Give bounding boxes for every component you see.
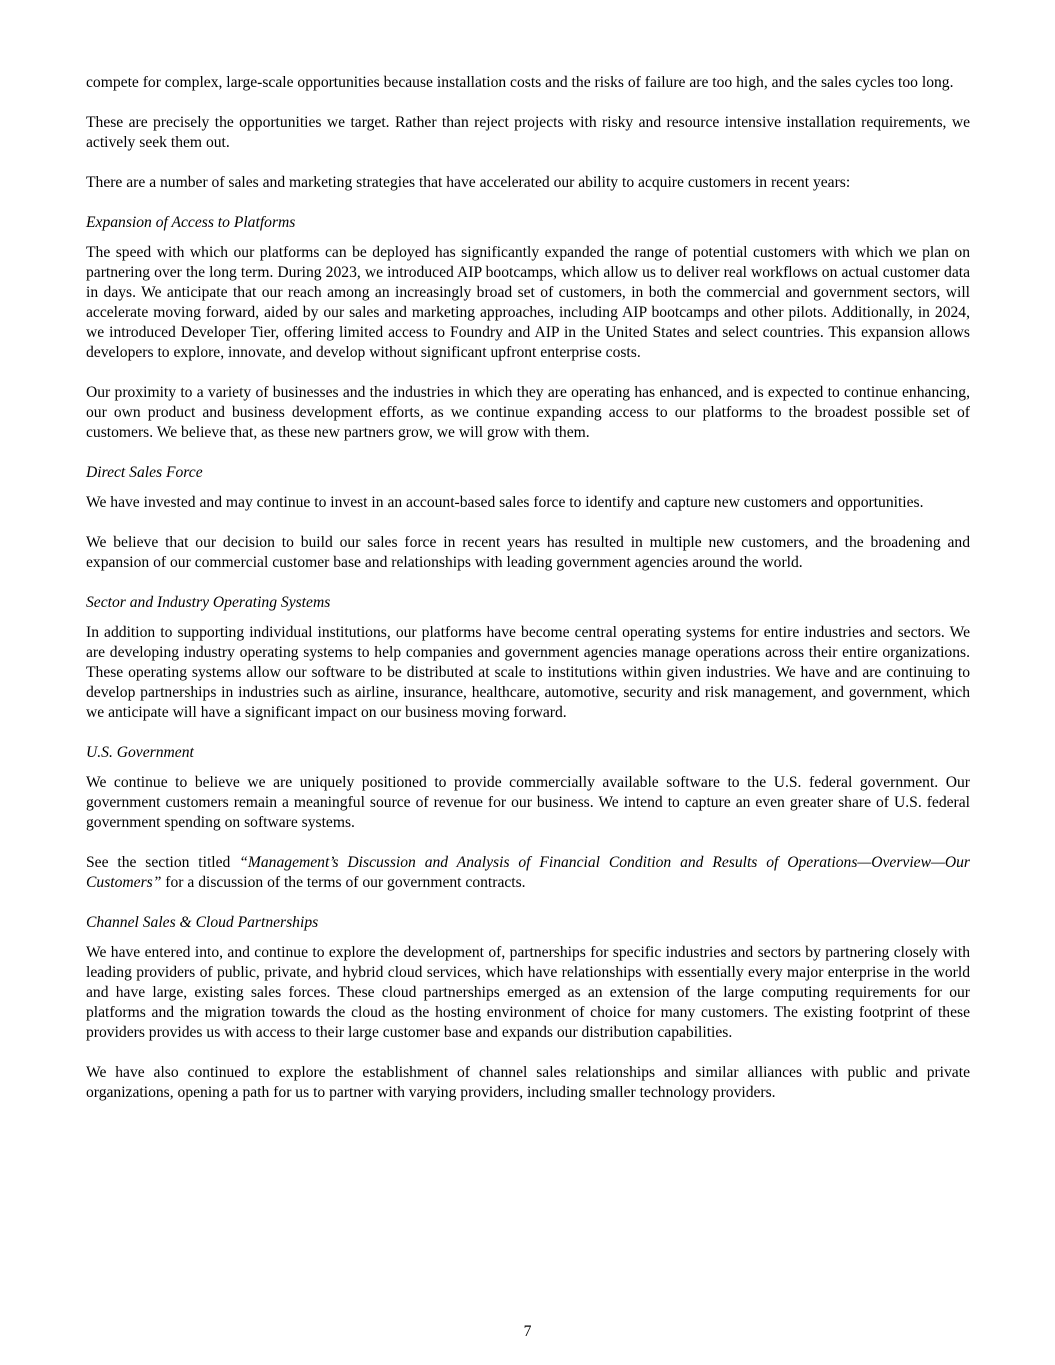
paragraph-cross-reference xyxy=(86,853,970,893)
paragraph: We have entered into, and continue to explore the development of, partnerships for specific industries and sectors by partnering closely with leading providers of public, private, and hybrid cloud services, which have relationships with essentially every major enterprise in the world and have large, existing sales forces. These cloud partnerships emerged as an extension of the large computing requirements for our platforms and the migration towards the cloud as the hosting environment of choice for many customers. The existing footprint of these providers provides us with access to their large customer base and expands our distribution capabilities. xyxy=(86,944,970,1041)
paragraph: We have also continued to explore the establishment of channel sales relationships and similar alliances with public and private organizations, opening a path for us to partner with varying providers, including smaller technology providers. xyxy=(86,1064,970,1101)
section-heading-us-government: U.S. Government xyxy=(86,744,194,761)
paragraph: These are precisely the opportunities we target. Rather than reject projects with risky and resource intensive installation requirements, we actively seek them out. xyxy=(86,114,970,151)
paragraph: There are a number of sales and marketing strategies that have accelerated our ability to acquire customers in recent years: xyxy=(86,174,851,191)
section-heading-channel: Channel Sales & Cloud Partnerships xyxy=(86,914,319,931)
cross-reference-prefix: See the section titled xyxy=(86,854,240,871)
section-heading-sector: Sector and Industry Operating Systems xyxy=(86,594,331,611)
paragraph: compete for complex, large-scale opportunities because installation costs and the risks of failure are too high, and the sales cycles too long. xyxy=(86,74,954,91)
paragraph: Our proximity to a variety of businesses and the industries in which they are operating has enhanced, and is expected to continue enhancing, our own product and business development efforts, as we continue expanding access to our platforms to the broadest possible set of customers. We believe that, as these new partners grow, we will grow with them. xyxy=(86,384,970,441)
paragraph: We continue to believe we are uniquely positioned to provide commercially available software to the U.S. federal government. Our government customers remain a meaningful source of revenue for our business. We intend to capture an even greater share of U.S. federal government spending on software systems. xyxy=(86,774,970,831)
paragraph: In addition to supporting individual institutions, our platforms have become central operating systems for entire industries and sectors. We are developing industry operating systems to help companies and government agencies manage operations across their entire organizations. These operating systems allow our software to be distributed at scale to institutions within given industries. We have and are continuing to develop partnerships in industries such as airline, insurance, healthcare, automotive, security and risk management, and government, which we anticipate will have a significant impact on our business moving forward. xyxy=(86,624,970,721)
paragraph: We believe that our decision to build our sales force in recent years has resulted in multiple new customers, and the broadening and expansion of our commercial customer base and relationships with leading government agencies around the world. xyxy=(86,534,970,571)
cross-reference-suffix: for a discussion of the terms of our government contracts. xyxy=(161,874,526,891)
paragraph: The speed with which our platforms can be deployed has significantly expanded the range of potential customers with which we plan on partnering over the long term. During 2023, we introduced AIP bootcamps, which allow us to deliver real workflows on actual customer data in days. We anticipate that our reach among an increasingly broad set of customers, in both the commercial and government sectors, will accelerate moving forward, aided by our sales and marketing approaches, including AIP bootcamps and other pilots. Additionally, in 2024, we introduced Developer Tier, offering limited access to Foundry and AIP in the United States and select countries. This expansion allows developers to explore, innovate, and develop without significant upfront enterprise costs. xyxy=(86,244,970,361)
document-page xyxy=(86,73,970,1103)
paragraph: We have invested and may continue to invest in an account-based sales force to identify and capture new customers and opportunities. xyxy=(86,494,924,511)
page-number: 7 xyxy=(523,1323,532,1340)
section-heading-direct-sales: Direct Sales Force xyxy=(86,464,203,481)
section-heading-expansion: Expansion of Access to Platforms xyxy=(86,214,296,231)
cross-reference-title: “Management’s Discussion and Analysis of Financial Condition and Results of Operations—Overview—Our Customers” xyxy=(86,854,970,891)
